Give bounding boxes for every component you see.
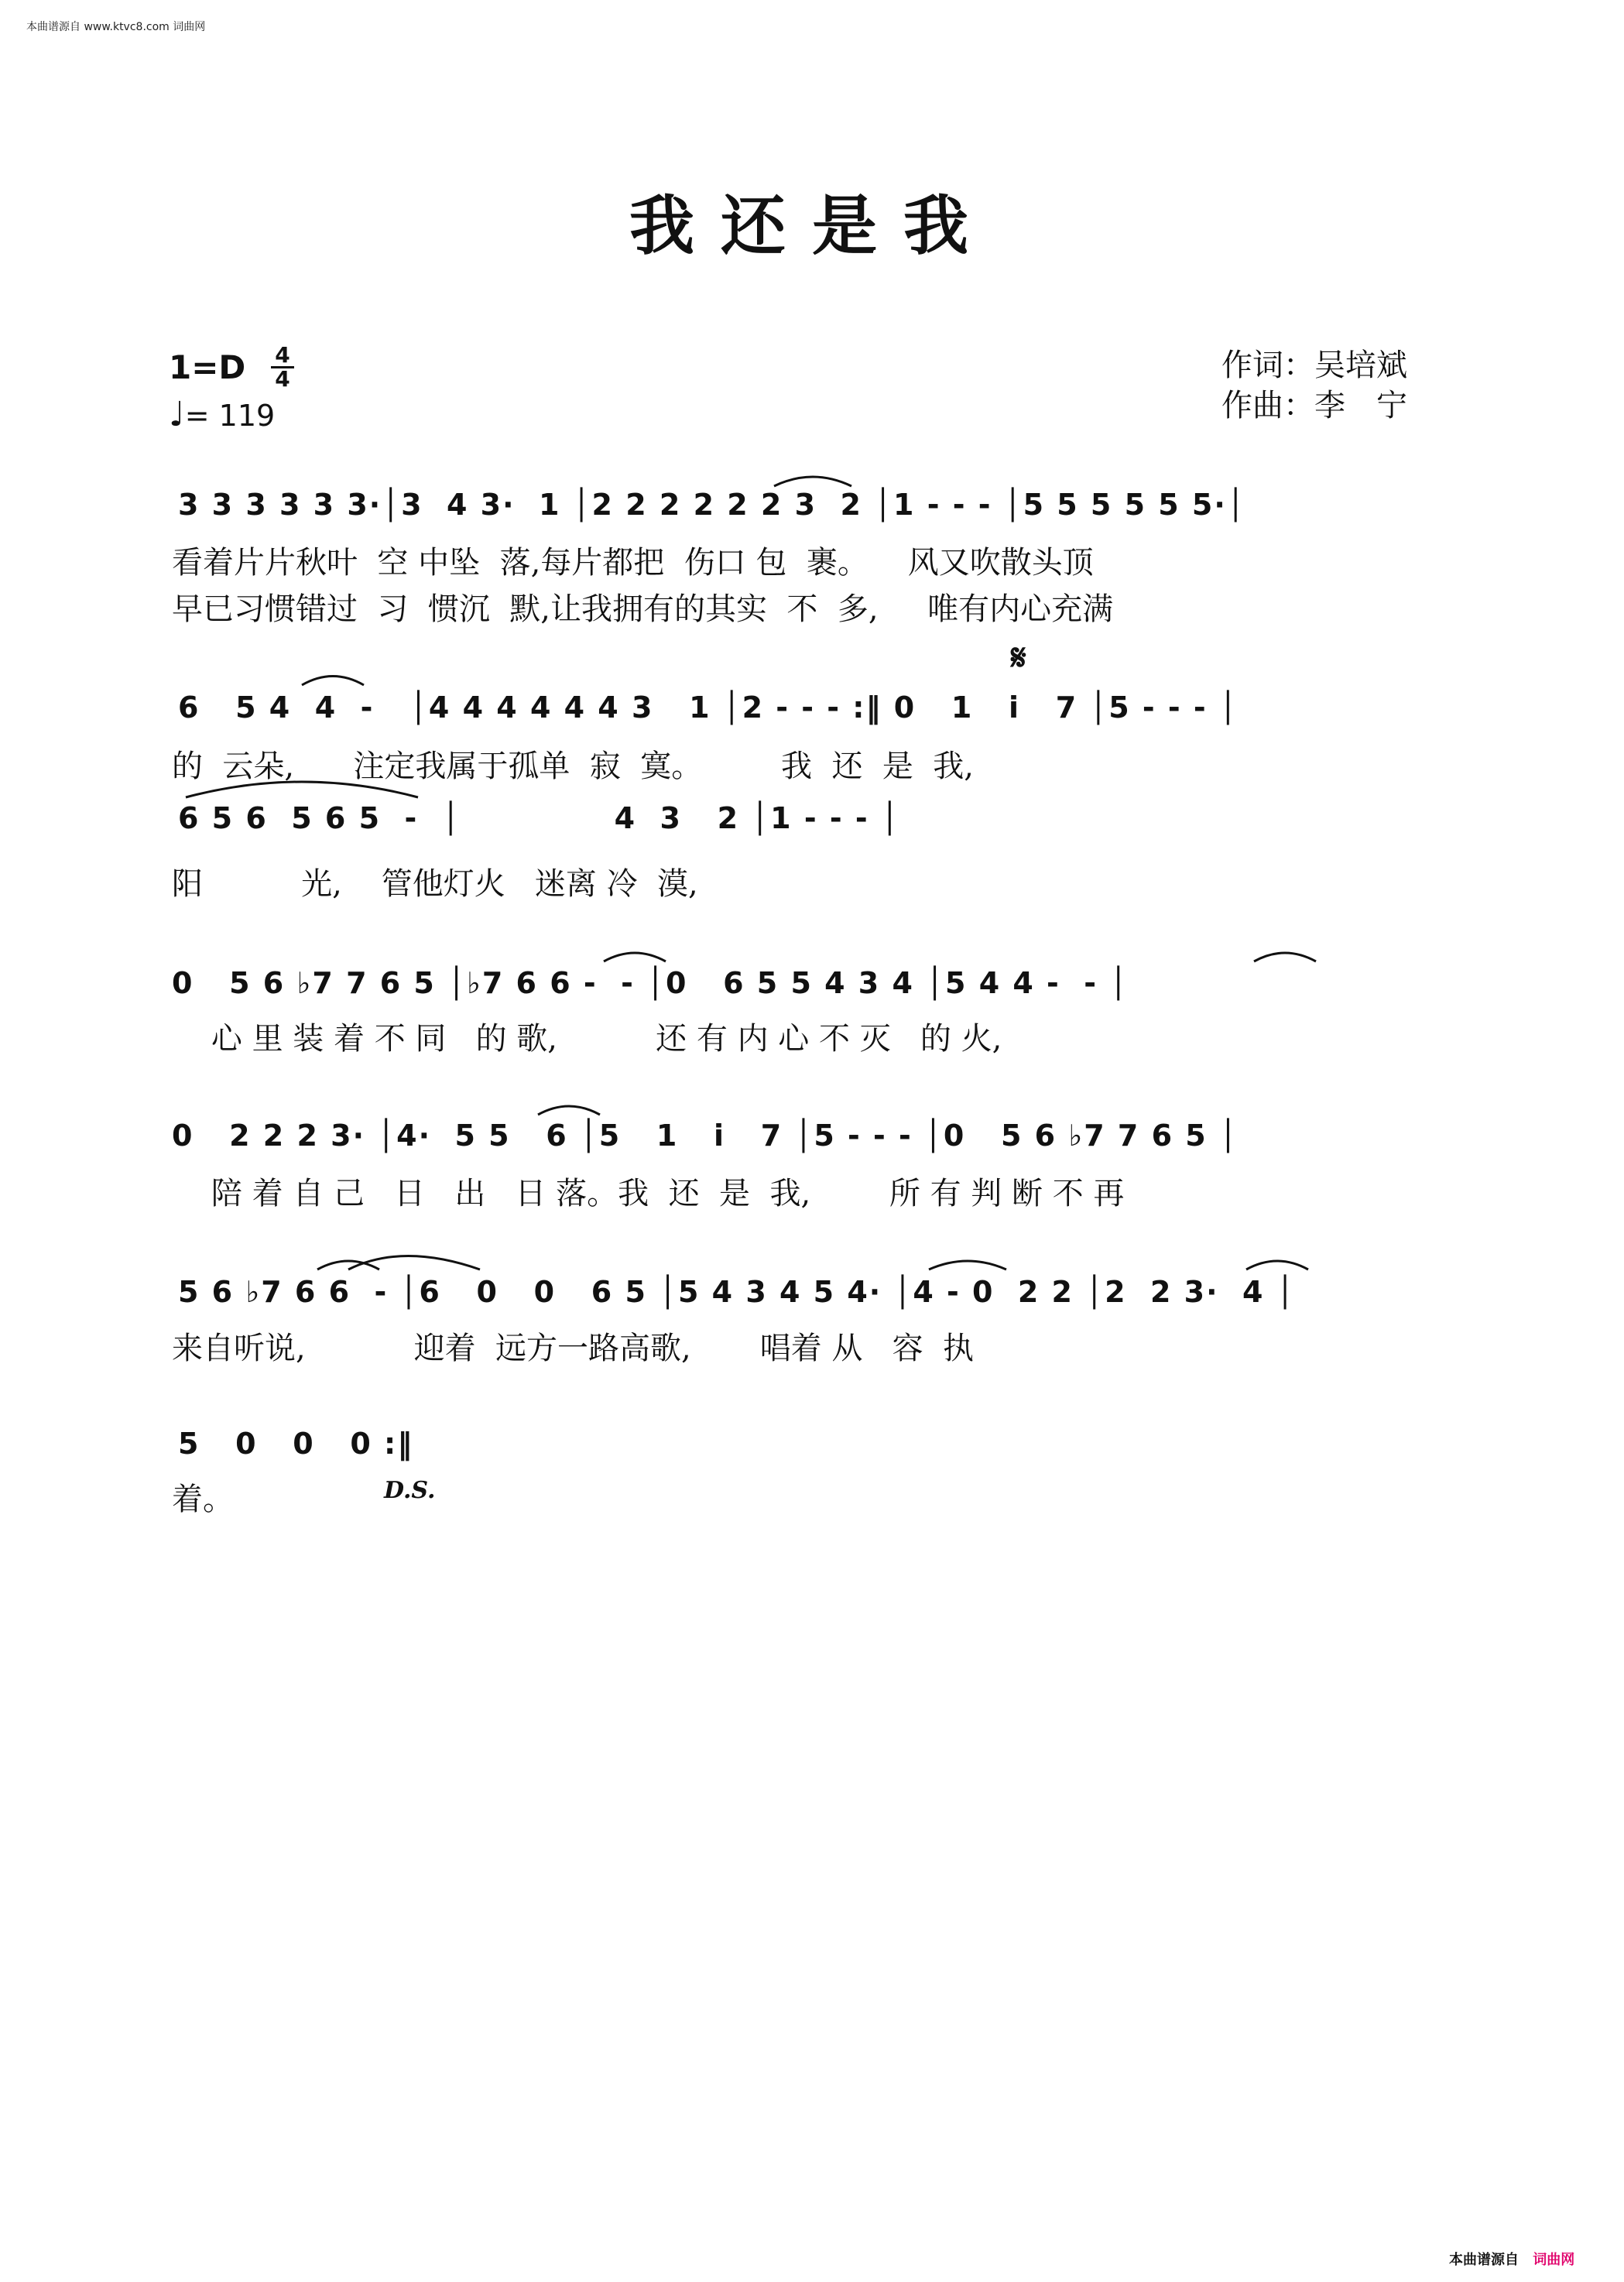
lyric-row-3: 阳 光, 管他灯火 迷离 冷 漠, (172, 866, 698, 902)
tie-slur (348, 1256, 480, 1270)
tie-slur (1254, 953, 1316, 961)
time-signature-bottom: 4 (275, 366, 290, 392)
notation-row-2: 6 5 4 4 - │4 4 4 4 4 4 3 1 │2 - - - :‖ 0 1 i 7 │5 - - - │ (178, 690, 1239, 725)
tie-slur (604, 953, 666, 961)
quarter-note-icon: ♩ (169, 395, 185, 434)
notation-row-4: 0 5 6 ♭7 7 6 5 │♭7 6 6 - - │0 6 5 5 4 3 4 │5 4 4 - - │ (172, 966, 1129, 1000)
dal-segno-mark: D.S. (384, 1477, 436, 1504)
tempo-value: = 119 (184, 399, 276, 433)
lyric-row-4: 心 里 装 着 不 同 的 歌, 还 有 内 心 不 灭 的 火, (172, 1021, 1002, 1057)
notation-row-1: 3 3 3 3 3 3·│3 4 3· 1 │2 2 2 2 2 2 3 2 │1 - - - │5 5 5 5 5 5·│ (178, 488, 1246, 522)
footer-source (1449, 2249, 1574, 2269)
notation-row-3: 6 5 6 5 6 5 - │ 4 3 2 │1 - - - │ (178, 801, 900, 835)
lyric-row-6: 来自听说, 迎着 远方一路高歌, 唱着 从 容 执 (172, 1331, 975, 1366)
lyric-row-2: 的 云朵, 注定我属于孤单 寂 寞。 我 还 是 我, (172, 749, 975, 784)
tie-slur (774, 477, 851, 486)
composer-credit: 作曲：李 宁 (1221, 388, 1407, 423)
footer-site-label: 词曲网 (1533, 2252, 1575, 2268)
footer-source-label: 本曲谱源自 (1449, 2252, 1519, 2268)
tie-slur (929, 1261, 1006, 1269)
notation-row-5: 0 2 2 2 3· │4· 5 5 6 │5 1 i 7 │5 - - - │0 5 6 ♭7 7 6 5 │ (172, 1119, 1239, 1153)
tie-slur (186, 782, 418, 797)
song-title: 我还是我 (629, 187, 995, 264)
time-signature-top: 4 (275, 342, 290, 368)
lyric-row-5: 陪 着 自 己 日 出 日 落。我 还 是 我, 所 有 判 断 不 再 (172, 1176, 1125, 1211)
lyricist-credit: 作词：吴培斌 (1221, 348, 1407, 383)
lyric-row-7: 着。 (172, 1482, 234, 1517)
notation-row-7: 5 0 0 0 :‖ (178, 1427, 414, 1461)
lyric-row-1-verse-2: 早已习惯错过 习 惯沉 默,让我拥有的其实 不 多, 唯有内心充满 (172, 591, 1114, 627)
source-note: 本曲谱源自 www.ktvc8.com 词曲网 (26, 21, 206, 33)
tie-slur (1246, 1261, 1308, 1269)
tie-slur (302, 677, 364, 686)
lyric-row-1-verse-1: 看着片片秋叶 空 中坠 落,每片都把 伤口 包 裹。 风又吹散头顶 (172, 545, 1094, 581)
key-signature: 1=D (169, 348, 246, 386)
segno-sign: 𝄋 (1011, 636, 1026, 678)
tie-slur (538, 1106, 600, 1115)
notation-row-6: 5 6 ♭7 6 6 - │6 0 0 6 5 │5 4 3 4 5 4· │4 - 0 2 2 │2 2 3· 4 │ (178, 1275, 1296, 1309)
